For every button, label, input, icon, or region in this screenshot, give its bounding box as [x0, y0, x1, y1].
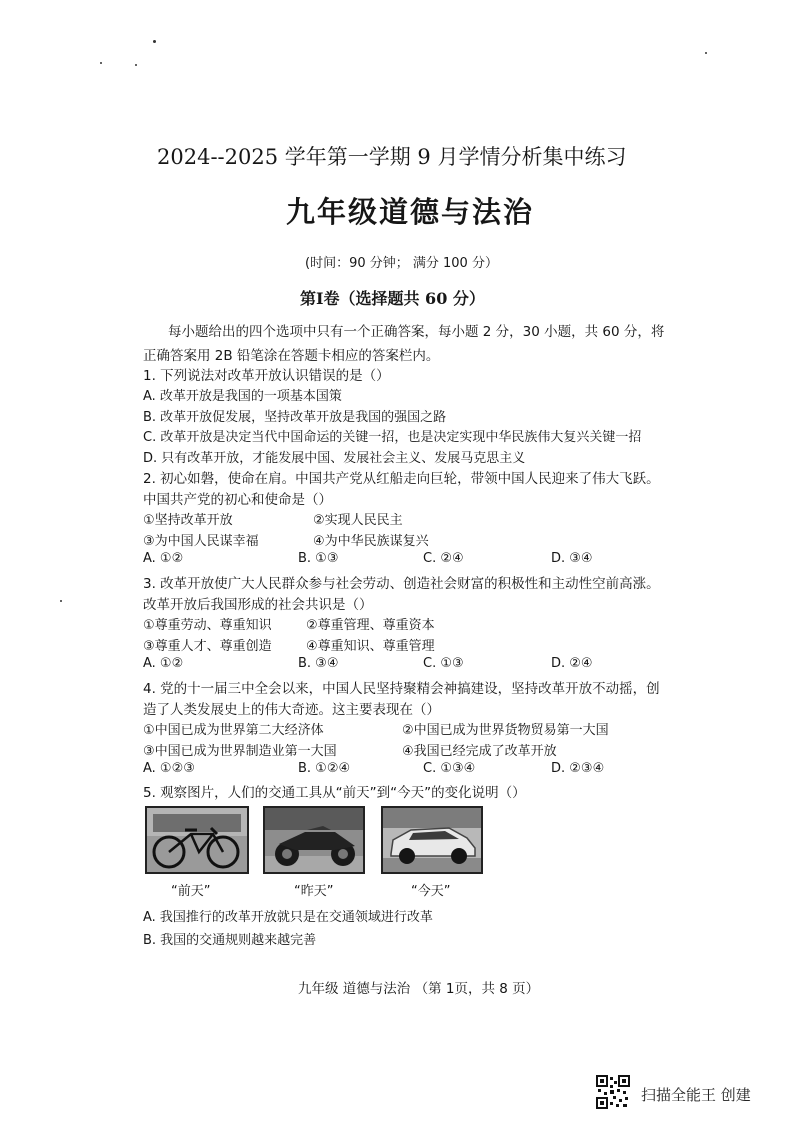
scan-speck: [153, 40, 156, 43]
caption-yesterday: “昨天”: [294, 884, 334, 899]
question-4-option-a: A. ①②③: [143, 761, 195, 776]
instruction-line-1: 每小题给出的四个选项中只有一个正确答案，每小题 2 分，30 小题，共 60 分，将: [168, 324, 665, 340]
scan-speck: [705, 52, 707, 54]
question-2-option-a: A. ①②: [143, 551, 184, 566]
section-heading: 第Ⅰ卷（选择题共 60 分）: [300, 289, 485, 308]
question-1-stem: 1. 下列说法对改革开放认识错误的是（）: [143, 368, 390, 384]
question-2-option-d: D. ③④: [551, 551, 593, 566]
question-3-option-a: A. ①②: [143, 656, 184, 671]
caption-day-before-yesterday: “前天”: [171, 884, 211, 899]
car-photo: [381, 806, 483, 874]
question-4-item-1: ①中国已成为世界第二大经济体: [143, 723, 324, 738]
question-2-option-c: C. ②④: [423, 551, 464, 566]
question-1-option-a: A. 改革开放是我国的一项基本国策: [143, 389, 342, 404]
question-2-option-b: B. ①③: [298, 551, 339, 566]
question-5-stem: 5. 观察图片，人们的交通工具从“前天”到“今天”的变化说明（）: [143, 785, 526, 801]
question-5-option-b: B. 我国的交通规则越来越完善: [143, 933, 317, 948]
motorcycle-photo: [263, 806, 365, 874]
scan-speck: [60, 600, 62, 602]
question-3-item-3: ③尊重人才、尊重创造: [143, 639, 272, 654]
question-1-option-c: C. 改革开放是决定当代中国命运的关键一招，也是决定实现中华民族伟大复兴关键一招: [143, 430, 642, 445]
subject-title: 九年级道德与法治: [286, 195, 535, 229]
question-2-stem-line-1: 2. 初心如磐，使命在肩。中国共产党从红船走向巨轮，带领中国人民迎来了伟大飞跃。: [143, 471, 660, 487]
question-4-stem-line-1: 4. 党的十一届三中全会以来，中国人民坚持聚精会神搞建设，坚持改革开放不动摇，创: [143, 681, 660, 697]
scan-speck: [100, 62, 102, 64]
question-3-item-2: ②尊重管理、尊重资本: [306, 618, 435, 633]
question-4-item-3: ③中国已成为世界制造业第一大国: [143, 744, 337, 759]
question-3-option-c: C. ①③: [423, 656, 464, 671]
exam-title-line: 2024--2025 学年第一学期 9 月学情分析集中练习: [157, 145, 627, 169]
question-3-item-1: ①尊重劳动、尊重知识: [143, 618, 272, 633]
bicycle-photo: [145, 806, 249, 874]
question-3-item-4: ④尊重知识、尊重管理: [306, 639, 435, 654]
time-info: (时间：90 分钟； 满分 100 分）: [305, 256, 498, 271]
page-footer: 九年级 道德与法治 （第 1页，共 8 页）: [298, 981, 540, 997]
caption-today: “今天”: [411, 884, 451, 899]
question-2-item-2: ②实现人民民主: [313, 513, 403, 528]
question-4-item-2: ②中国已成为世界货物贸易第一大国: [402, 723, 609, 738]
scan-speck: [135, 64, 137, 66]
question-4-option-c: C. ①③④: [423, 761, 476, 776]
question-3-option-b: B. ③④: [298, 656, 339, 671]
question-4-stem-line-2: 造了人类发展史上的伟大奇迹。这主要表现在（）: [143, 702, 440, 718]
question-2-stem-line-2: 中国共产党的初心和使命是（）: [143, 492, 332, 508]
question-3-option-d: D. ②④: [551, 656, 593, 671]
question-3-stem-line-2: 改革开放后我国形成的社会共识是（）: [143, 597, 373, 613]
question-5-option-a: A. 我国推行的改革开放就只是在交通领域进行改革: [143, 910, 433, 925]
qr-code-icon: [596, 1075, 630, 1109]
question-4-item-4: ④我国已经完成了改革开放: [402, 744, 557, 759]
question-4-option-d: D. ②③④: [551, 761, 605, 776]
question-3-stem-line-1: 3. 改革开放使广大人民群众参与社会劳动、创造社会财富的积极性和主动性空前高涨。: [143, 576, 660, 592]
question-2-item-1: ①坚持改革开放: [143, 513, 233, 528]
question-2-item-3: ③为中国人民谋幸福: [143, 534, 259, 549]
question-4-option-b: B. ①②④: [298, 761, 351, 776]
question-2-item-4: ④为中华民族谋复兴: [313, 534, 429, 549]
scanner-watermark-label: 扫描全能王 创建: [641, 1086, 751, 1104]
question-1-option-d: D. 只有改革开放，才能发展中国、发展社会主义、发展马克思主义: [143, 451, 526, 466]
instruction-line-2: 正确答案用 2B 铅笔涂在答题卡相应的答案栏内。: [143, 348, 440, 364]
question-1-option-b: B. 改革开放促发展，坚持改革开放是我国的强国之路: [143, 410, 447, 425]
